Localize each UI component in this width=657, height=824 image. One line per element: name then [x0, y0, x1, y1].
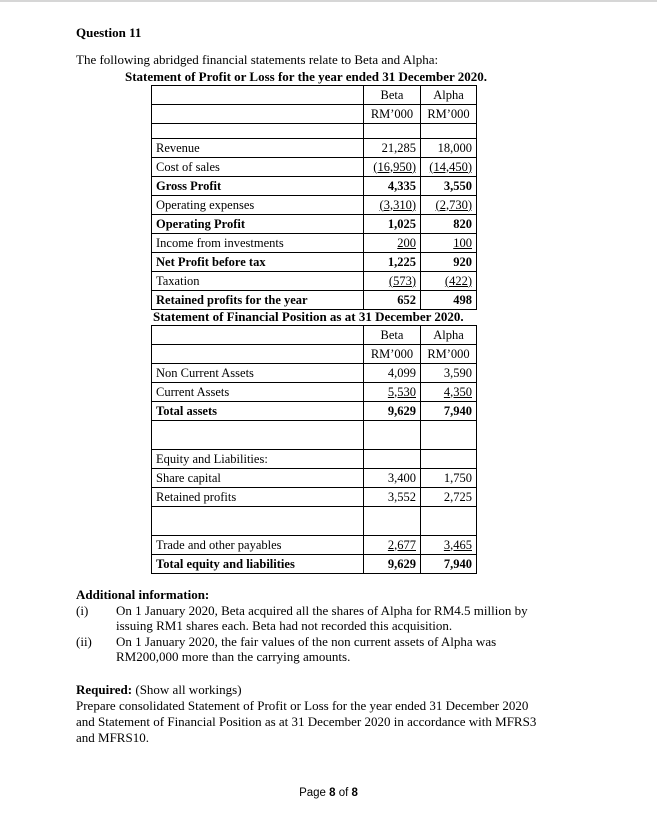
- fp-label-share-capital: Share capital: [152, 469, 364, 488]
- fp-beta-current-assets: 5,530: [387, 384, 416, 399]
- fp-alpha-total-equity-liabilities: 7,940: [421, 555, 477, 574]
- table-row: [152, 402, 477, 421]
- pl-table: [151, 85, 477, 310]
- pl-alpha-income-from-investments: 100: [453, 235, 472, 250]
- footer-prefix: Page: [299, 787, 330, 799]
- pl-label-revenue: Revenue: [152, 139, 364, 158]
- fp-unit-alpha: RM’000: [421, 345, 477, 364]
- pl-unit-row: [152, 105, 477, 124]
- page-footer: [0, 787, 657, 799]
- fp-alpha-total-assets: 7,940: [421, 402, 477, 421]
- pl-header-row: [152, 86, 477, 105]
- pl-beta-taxation: (573): [388, 273, 416, 288]
- fp-alpha-retained-profits: 2,725: [421, 488, 477, 507]
- pl-label-operating-expenses: Operating expenses: [152, 196, 364, 215]
- fp-unit-blank: [152, 345, 364, 364]
- footer-page-total: 8: [351, 787, 358, 799]
- pl-beta-income-from-investments: 200: [397, 235, 416, 250]
- pl-label-cost-of-sales: Cost of sales: [152, 158, 364, 177]
- pl-beta-operating-expenses: (3,310): [379, 197, 416, 212]
- fp-beta-equity-blank: [364, 450, 421, 469]
- pl-label-retained-profits: Retained profits for the year: [152, 291, 364, 310]
- table-row: [152, 139, 477, 158]
- pl-beta-cost-of-sales: (16,950): [373, 159, 416, 174]
- fp-label-retained-profits: Retained profits: [152, 488, 364, 507]
- required-label: Required:: [76, 682, 133, 697]
- required-line3: and MFRS10.: [76, 730, 149, 745]
- pl-unit-alpha: RM’000: [421, 105, 477, 124]
- page-top-border: [0, 0, 657, 2]
- fp-header-row: [152, 326, 477, 345]
- fp-col-beta: Beta: [364, 326, 421, 345]
- pl-statement-title: Statement of Profit or Loss for the year ended 31 December 2020.: [125, 69, 488, 84]
- fp-alpha-equity-blank: [421, 450, 477, 469]
- pl-label-taxation: Taxation: [152, 272, 364, 291]
- table-row: [152, 158, 477, 177]
- required-line1: Prepare consolidated Statement of Profit or Loss for the year ended 31 December 2020: [76, 698, 529, 713]
- question-title: Question 11: [76, 25, 142, 40]
- fp-statement-title: Statement of Financial Position as at 31 December 2020.: [153, 309, 464, 324]
- fp-beta-share-capital: 3,400: [364, 469, 421, 488]
- fp-blank-row: [152, 507, 477, 536]
- pl-header-blank: [152, 86, 364, 105]
- fp-beta-trade-payables: 2,677: [387, 537, 416, 552]
- pl-beta-revenue: 21,285: [364, 139, 421, 158]
- table-row: [152, 234, 477, 253]
- additional-marker-i: (i): [76, 603, 89, 618]
- fp-beta-non-current-assets: 4,099: [364, 364, 421, 383]
- table-row: [152, 450, 477, 469]
- fp-label-equity-and-liabilities: Equity and Liabilities:: [152, 450, 364, 469]
- additional-info-heading: Additional information:: [76, 587, 210, 602]
- pl-alpha-operating-profit: 820: [421, 215, 477, 234]
- pl-alpha-revenue: 18,000: [421, 139, 477, 158]
- table-row: [152, 215, 477, 234]
- table-row: [152, 536, 477, 555]
- pl-col-alpha: Alpha: [421, 86, 477, 105]
- fp-alpha-current-assets: 4,350: [443, 384, 472, 399]
- additional-item-i-line1: On 1 January 2020, Beta acquired all the shares of Alpha for RM4.5 million by: [116, 603, 528, 618]
- fp-label-total-assets: Total assets: [152, 402, 364, 421]
- fp-alpha-trade-payables: 3,465: [443, 537, 472, 552]
- fp-unit-beta: RM’000: [364, 345, 421, 364]
- pl-alpha-taxation: (422): [444, 273, 472, 288]
- fp-label-current-assets: Current Assets: [152, 383, 364, 402]
- fp-alpha-share-capital: 1,750: [421, 469, 477, 488]
- pl-beta-gross-profit: 4,335: [364, 177, 421, 196]
- table-row: [152, 555, 477, 574]
- pl-label-net-profit: Net Profit before tax: [152, 253, 364, 272]
- table-row: [152, 469, 477, 488]
- pl-unit-blank: [152, 105, 364, 124]
- additional-item-i-line2: issuing RM1 shares each. Beta had not recorded this acquisition.: [116, 618, 453, 633]
- fp-unit-row: [152, 345, 477, 364]
- footer-page-number: 8: [329, 787, 336, 799]
- table-row: [152, 383, 477, 402]
- pl-col-beta: Beta: [364, 86, 421, 105]
- table-row: [152, 291, 477, 310]
- required-heading: [76, 682, 242, 698]
- table-row: [152, 253, 477, 272]
- additional-marker-ii: (ii): [76, 634, 92, 649]
- pl-beta-net-profit: 1,225: [364, 253, 421, 272]
- fp-col-alpha: Alpha: [421, 326, 477, 345]
- footer-middle: of: [335, 787, 352, 799]
- fp-beta-retained-profits: 3,552: [364, 488, 421, 507]
- required-line2: and Statement of Financial Position as at 31 December 2020 in accordance with MFRS3: [76, 714, 537, 729]
- table-row: [152, 488, 477, 507]
- pl-label-gross-profit: Gross Profit: [152, 177, 364, 196]
- additional-item-ii-line1: On 1 January 2020, the fair values of the non current assets of Alpha was: [116, 634, 497, 649]
- table-row: [152, 177, 477, 196]
- pl-label-operating-profit: Operating Profit: [152, 215, 364, 234]
- table-row: [152, 364, 477, 383]
- pl-alpha-operating-expenses: (2,730): [435, 197, 472, 212]
- fp-alpha-non-current-assets: 3,590: [421, 364, 477, 383]
- fp-label-trade-payables: Trade and other payables: [152, 536, 364, 555]
- pl-blank-row: [152, 124, 477, 139]
- pl-unit-beta: RM’000: [364, 105, 421, 124]
- fp-label-total-equity-liabilities: Total equity and liabilities: [152, 555, 364, 574]
- pl-alpha-gross-profit: 3,550: [421, 177, 477, 196]
- pl-beta-operating-profit: 1,025: [364, 215, 421, 234]
- pl-beta-retained-profits: 652: [364, 291, 421, 310]
- fp-beta-total-assets: 9,629: [364, 402, 421, 421]
- table-row: [152, 272, 477, 291]
- additional-item-ii-line2: RM200,000 more than the carrying amounts.: [116, 649, 351, 664]
- fp-label-non-current-assets: Non Current Assets: [152, 364, 364, 383]
- pl-alpha-net-profit: 920: [421, 253, 477, 272]
- fp-blank-row: [152, 421, 477, 450]
- pl-label-income-from-investments: Income from investments: [152, 234, 364, 253]
- fp-table: [151, 325, 477, 574]
- intro-text: The following abridged financial statements relate to Beta and Alpha:: [76, 52, 439, 67]
- fp-header-blank: [152, 326, 364, 345]
- required-note: (Show all workings): [132, 682, 242, 697]
- fp-beta-total-equity-liabilities: 9,629: [364, 555, 421, 574]
- table-row: [152, 196, 477, 215]
- pl-alpha-cost-of-sales: (14,450): [429, 159, 472, 174]
- pl-alpha-retained-profits: 498: [421, 291, 477, 310]
